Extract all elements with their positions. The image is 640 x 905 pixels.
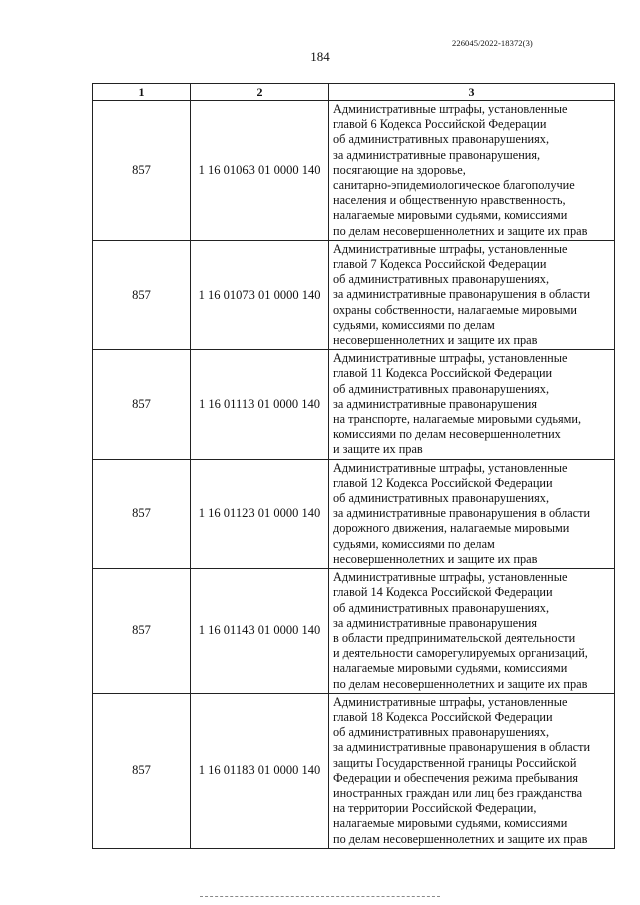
description-line: за административные правонарушения, xyxy=(333,147,541,162)
description-line: и защите их прав xyxy=(333,442,423,457)
description-line: судьями, комиссиями по делам xyxy=(333,536,495,551)
admin-code-cell: 857 xyxy=(93,569,191,694)
kbk-code-cell: 1 16 01123 01 0000 140 xyxy=(191,459,329,568)
description-line: главой 14 Кодекса Российской Федерации xyxy=(333,585,553,600)
description-cell xyxy=(329,240,615,349)
admin-code-cell: 857 xyxy=(93,240,191,349)
description-line: Административные штрафы, установленные xyxy=(333,102,568,116)
description-line: несовершеннолетних и защите их прав xyxy=(333,333,538,348)
description-line: судьями, комиссиями по делам xyxy=(333,317,495,332)
description-line: охраны собственности, налагаемые мировыми xyxy=(333,302,577,317)
description-line: Административные штрафы, установленные xyxy=(333,241,568,256)
description-line: главой 6 Кодекса Российской Федерации xyxy=(333,117,547,132)
budget-codes-table xyxy=(92,83,615,849)
description-line: налагаемые мировыми судьями, комиссиями xyxy=(333,208,568,223)
description-line: санитарно-эпидемиологическое благополучие xyxy=(333,178,575,193)
description-line: главой 18 Кодекса Российской Федерации xyxy=(333,709,553,724)
description-line: в области предпринимательской деятельности xyxy=(333,630,576,645)
description-line: главой 11 Кодекса Российской Федерации xyxy=(333,366,553,381)
description-line: населения и общественную нравственность, xyxy=(333,193,566,208)
description-line: об административных правонарушениях, xyxy=(333,725,550,740)
table-body xyxy=(93,101,615,849)
table-row xyxy=(93,101,615,241)
description-cell xyxy=(329,569,615,694)
description-line: Административные штрафы, установленные xyxy=(333,570,568,585)
kbk-code-cell: 1 16 01073 01 0000 140 xyxy=(191,240,329,349)
description-line: об административных правонарушениях, xyxy=(333,491,550,506)
description-cell xyxy=(329,101,615,241)
description-line: на территории Российской Федерации, xyxy=(333,801,537,816)
table-row xyxy=(93,350,615,459)
table-row xyxy=(93,569,615,694)
description-line: налагаемые мировыми судьями, комиссиями xyxy=(333,661,568,676)
description-line: Административные штрафы, установленные xyxy=(333,351,568,366)
description-line: Административные штрафы, установленные xyxy=(333,460,568,475)
description-line: Федерации и обеспечения режима пребывания xyxy=(333,770,579,785)
column-header-1: 1 xyxy=(93,84,191,101)
kbk-code-cell: 1 16 01113 01 0000 140 xyxy=(191,350,329,459)
description-line: по делам несовершеннолетних и защите их прав xyxy=(333,831,588,846)
description-line: посягающие на здоровье, xyxy=(333,162,466,177)
description-line: об административных правонарушениях, xyxy=(333,600,550,615)
page-bottom-rule xyxy=(200,896,440,900)
description-line: об административных правонарушениях, xyxy=(333,381,550,396)
table-row xyxy=(93,459,615,568)
description-line: об административных правонарушениях, xyxy=(333,272,550,287)
admin-code-cell: 857 xyxy=(93,693,191,848)
description-line: за административные правонарушения в области xyxy=(333,287,591,302)
admin-code-cell: 857 xyxy=(93,101,191,241)
description-line: Административные штрафы, установленные xyxy=(333,694,568,709)
kbk-code-cell: 1 16 01143 01 0000 140 xyxy=(191,569,329,694)
description-line: дорожного движения, налагаемые мировыми xyxy=(333,521,570,536)
column-header-2: 2 xyxy=(191,84,329,101)
table-row xyxy=(93,693,615,848)
table-header-row xyxy=(93,84,615,101)
description-line: иностранных граждан или лиц без гражданства xyxy=(333,785,583,800)
column-header-3: 3 xyxy=(329,84,615,101)
description-line: налагаемые мировыми судьями, комиссиями xyxy=(333,816,568,831)
description-line: за административные правонарушения в области xyxy=(333,506,591,521)
description-line: комиссиями по делам несовершеннолетних xyxy=(333,427,561,442)
description-cell xyxy=(329,459,615,568)
table-row xyxy=(93,240,615,349)
description-line: несовершеннолетних и защите их прав xyxy=(333,551,538,566)
description-line: за административные правонарушения xyxy=(333,396,538,411)
description-line: главой 12 Кодекса Российской Федерации xyxy=(333,475,553,490)
kbk-code-cell: 1 16 01183 01 0000 140 xyxy=(191,693,329,848)
description-cell xyxy=(329,350,615,459)
description-cell xyxy=(329,693,615,848)
kbk-code-cell: 1 16 01063 01 0000 140 xyxy=(191,101,329,241)
description-line: за административные правонарушения в области xyxy=(333,740,591,755)
description-line: за административные правонарушения xyxy=(333,615,538,630)
description-line: главой 7 Кодекса Российской Федерации xyxy=(333,257,547,272)
description-line: и деятельности саморегулируемых организаций, xyxy=(333,646,588,661)
description-line: по делам несовершеннолетних и защите их прав xyxy=(333,223,588,238)
description-line: об административных правонарушениях, xyxy=(333,132,550,147)
admin-code-cell: 857 xyxy=(93,350,191,459)
admin-code-cell: 857 xyxy=(93,459,191,568)
description-line: на транспорте, налагаемые мировыми судьями, xyxy=(333,412,582,427)
page-number: 184 xyxy=(310,49,330,64)
description-line: защиты Государственной границы Российской xyxy=(333,755,577,770)
description-line: по делам несовершеннолетних и защите их прав xyxy=(333,676,588,691)
document-number: 226045/2022-18372(3) xyxy=(452,38,533,48)
